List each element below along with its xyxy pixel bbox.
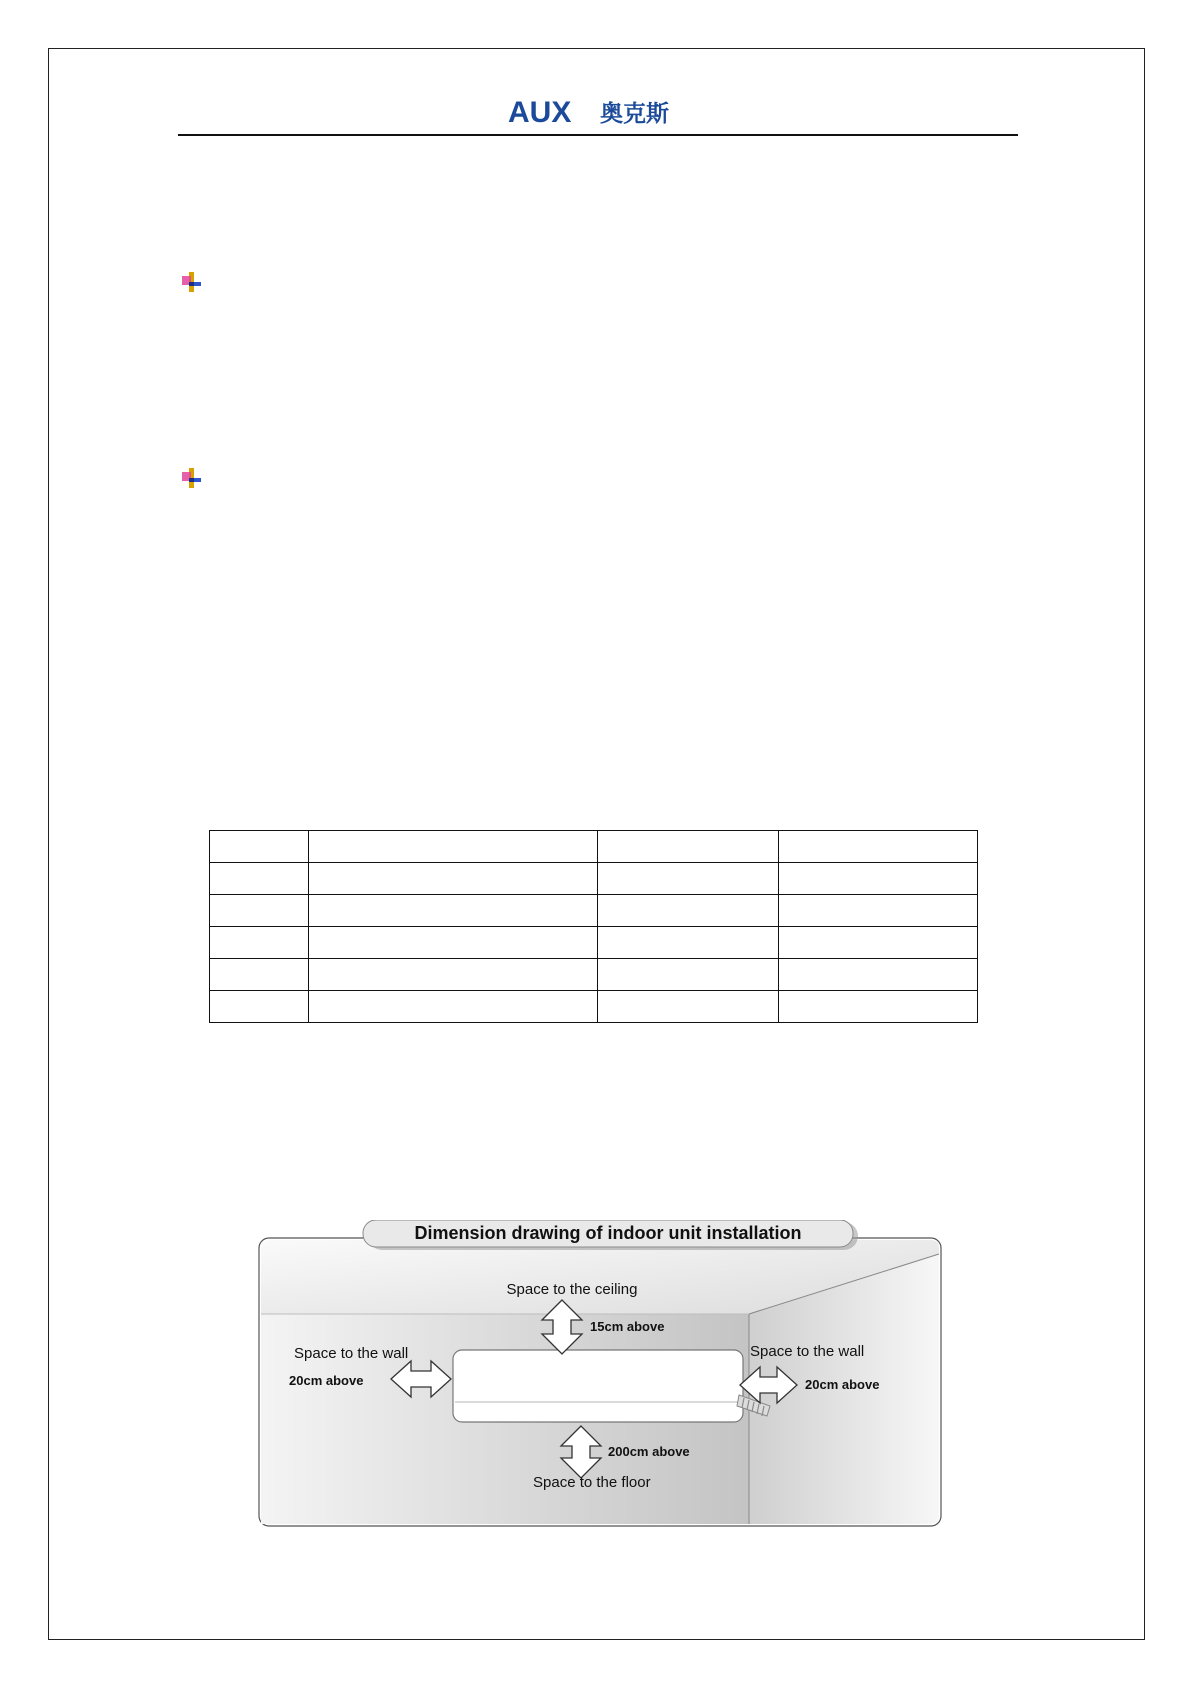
floor-value: 200cm above xyxy=(608,1444,690,1459)
table-cell xyxy=(210,895,309,927)
table-cell xyxy=(779,895,978,927)
table-row xyxy=(210,895,978,927)
table-cell xyxy=(309,959,598,991)
right-wall-value: 20cm above xyxy=(805,1377,880,1392)
table-cell xyxy=(779,991,978,1023)
table-cell xyxy=(598,991,779,1023)
spec-table xyxy=(209,830,978,1023)
logo-latin-text: AUX xyxy=(508,96,572,128)
ceiling-value: 15cm above xyxy=(590,1319,665,1334)
table-row xyxy=(210,959,978,991)
table-cell xyxy=(779,863,978,895)
table-cell xyxy=(309,991,598,1023)
table-row xyxy=(210,863,978,895)
table-cell xyxy=(210,991,309,1023)
section-bullet-icon xyxy=(180,467,202,489)
table-cell xyxy=(779,831,978,863)
table-cell xyxy=(598,895,779,927)
left-wall-label: Space to the wall xyxy=(294,1345,409,1362)
ceiling-label: Space to the ceiling xyxy=(506,1281,638,1298)
table-cell xyxy=(309,927,598,959)
table-cell xyxy=(598,863,779,895)
table-cell xyxy=(598,831,779,863)
indoor-unit xyxy=(453,1350,743,1422)
table-row xyxy=(210,831,978,863)
table-cell xyxy=(309,895,598,927)
table-row xyxy=(210,927,978,959)
aux-logo-graphic xyxy=(508,94,708,128)
floor-label: Space to the floor xyxy=(533,1474,651,1491)
installation-diagram xyxy=(255,1220,945,1530)
page-header xyxy=(178,88,1018,136)
table-cell xyxy=(309,863,598,895)
table-row xyxy=(210,991,978,1023)
table-cell xyxy=(210,863,309,895)
left-wall-value: 20cm above xyxy=(289,1373,364,1388)
table-cell xyxy=(210,927,309,959)
figure-title: Dimension drawing of indoor unit installation xyxy=(414,1223,802,1243)
table-cell xyxy=(309,831,598,863)
logo-chinese-text: 奥克斯 xyxy=(600,101,669,127)
table-cell xyxy=(598,927,779,959)
table-cell xyxy=(779,959,978,991)
table-cell xyxy=(779,927,978,959)
table-cell xyxy=(210,959,309,991)
table-cell xyxy=(598,959,779,991)
section-bullet-icon xyxy=(180,271,202,293)
table-cell xyxy=(210,831,309,863)
right-wall-label: Space to the wall xyxy=(750,1343,865,1360)
aux-logo xyxy=(508,94,708,128)
